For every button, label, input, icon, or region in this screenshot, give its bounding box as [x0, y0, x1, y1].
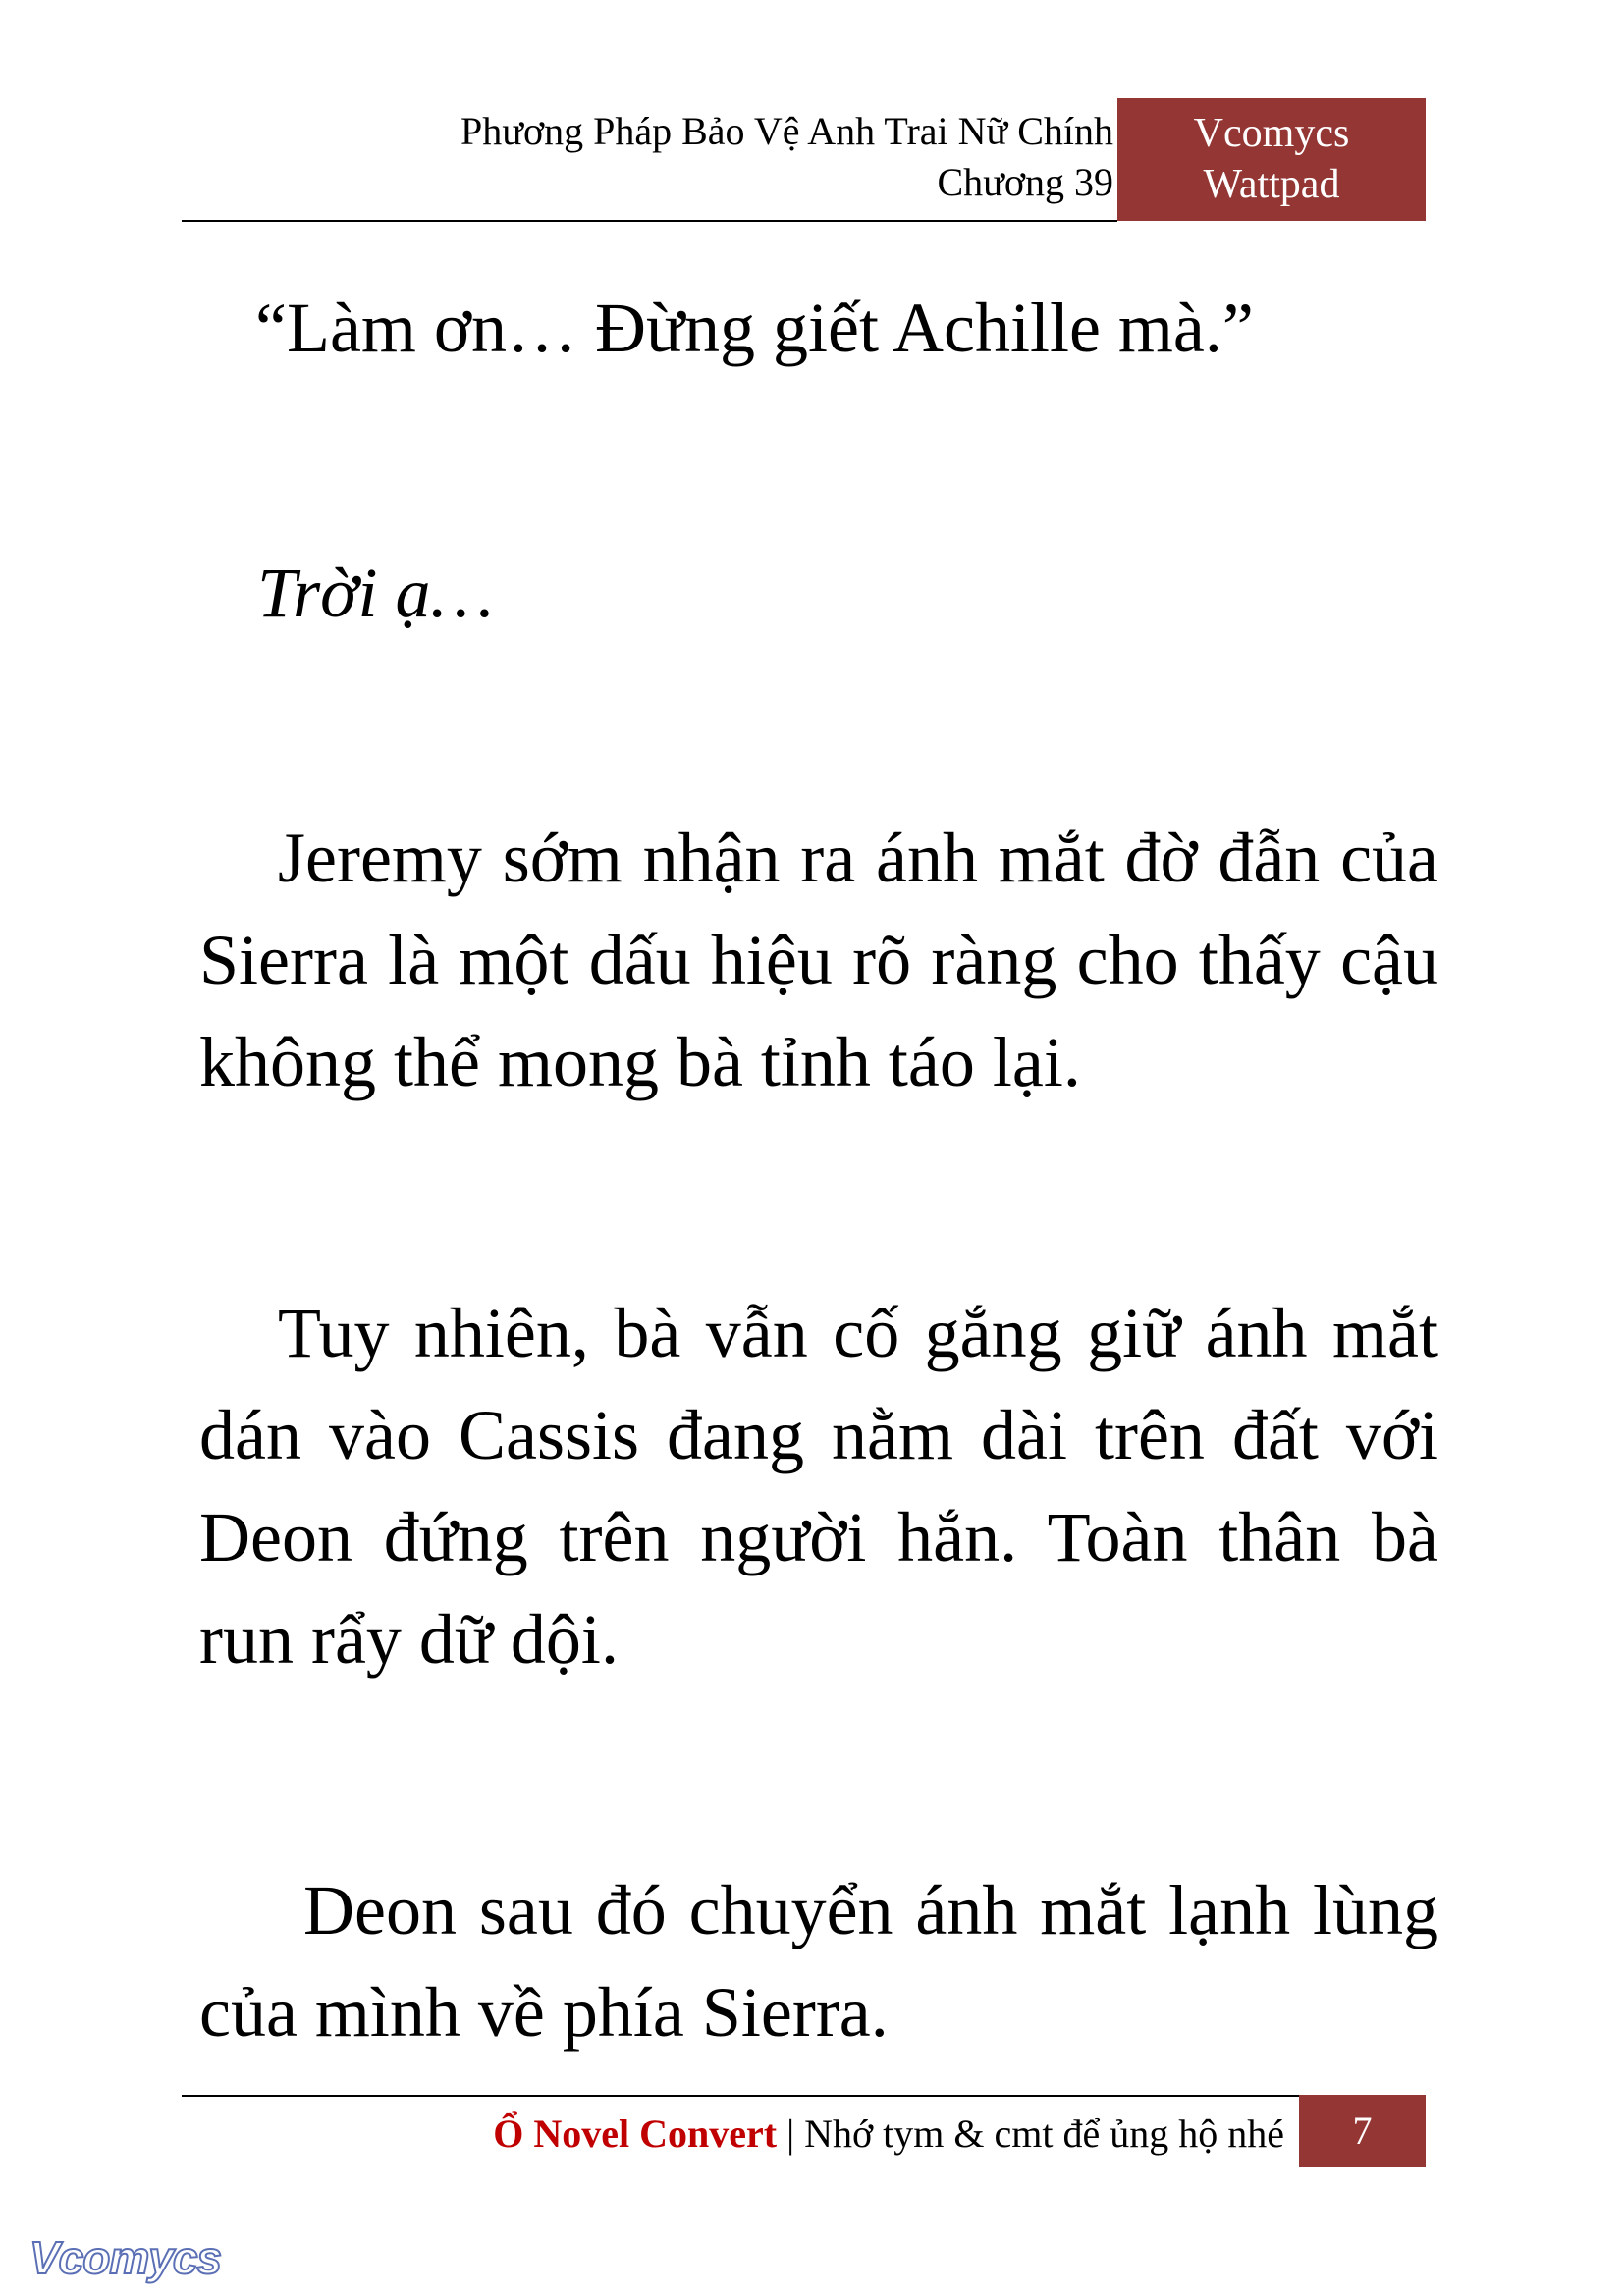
badge-line-wattpad: Wattpad — [1203, 162, 1340, 207]
book-title: Phương Pháp Bảo Vệ Anh Trai Nữ Chính — [460, 109, 1113, 153]
watermark-text: Vcomycs — [29, 2232, 222, 2283]
paragraph-thought: Trời ạ… — [257, 554, 494, 632]
footer-credit — [493, 2105, 1284, 2163]
badge-line-vcomycs: Vcomycs — [1193, 111, 1350, 156]
page-number: 7 — [1299, 2095, 1426, 2167]
header-divider — [182, 220, 1117, 222]
footer-brand: Ổ Novel Convert — [493, 2111, 778, 2156]
chapter-label: Chương 39 — [937, 160, 1113, 204]
footer-separator: | — [777, 2111, 805, 2156]
paragraph-1: Jeremy sớm nhận ra ánh mắt đờ đẫn của Sierra là một dấu hiệu rõ ràng cho thấy cậu không thể mong bà tỉnh táo lại. — [199, 819, 1438, 1101]
running-header — [460, 106, 1113, 208]
paragraph-dialogue: “Làm ơn… Đừng giết Achille mà.” — [255, 289, 1254, 367]
vcomycs-watermark-logo — [26, 2226, 251, 2295]
footer-message: Nhớ tym & cmt để ủng hộ nhé — [804, 2111, 1284, 2156]
footer-divider — [182, 2095, 1299, 2097]
paragraph-3: Deon sau đó chuyển ánh mắt lạnh lùng của mình về phía Sierra. — [199, 1871, 1438, 2052]
paragraph-2: Tuy nhiên, bà vẫn cố gắng giữ ánh mắt dán vào Cassis đang nằm dài trên đất với Deon đứng trên người hắn. Toàn thân bà run rẩy dữ dội. — [199, 1294, 1438, 1679]
source-badge — [1117, 98, 1426, 221]
